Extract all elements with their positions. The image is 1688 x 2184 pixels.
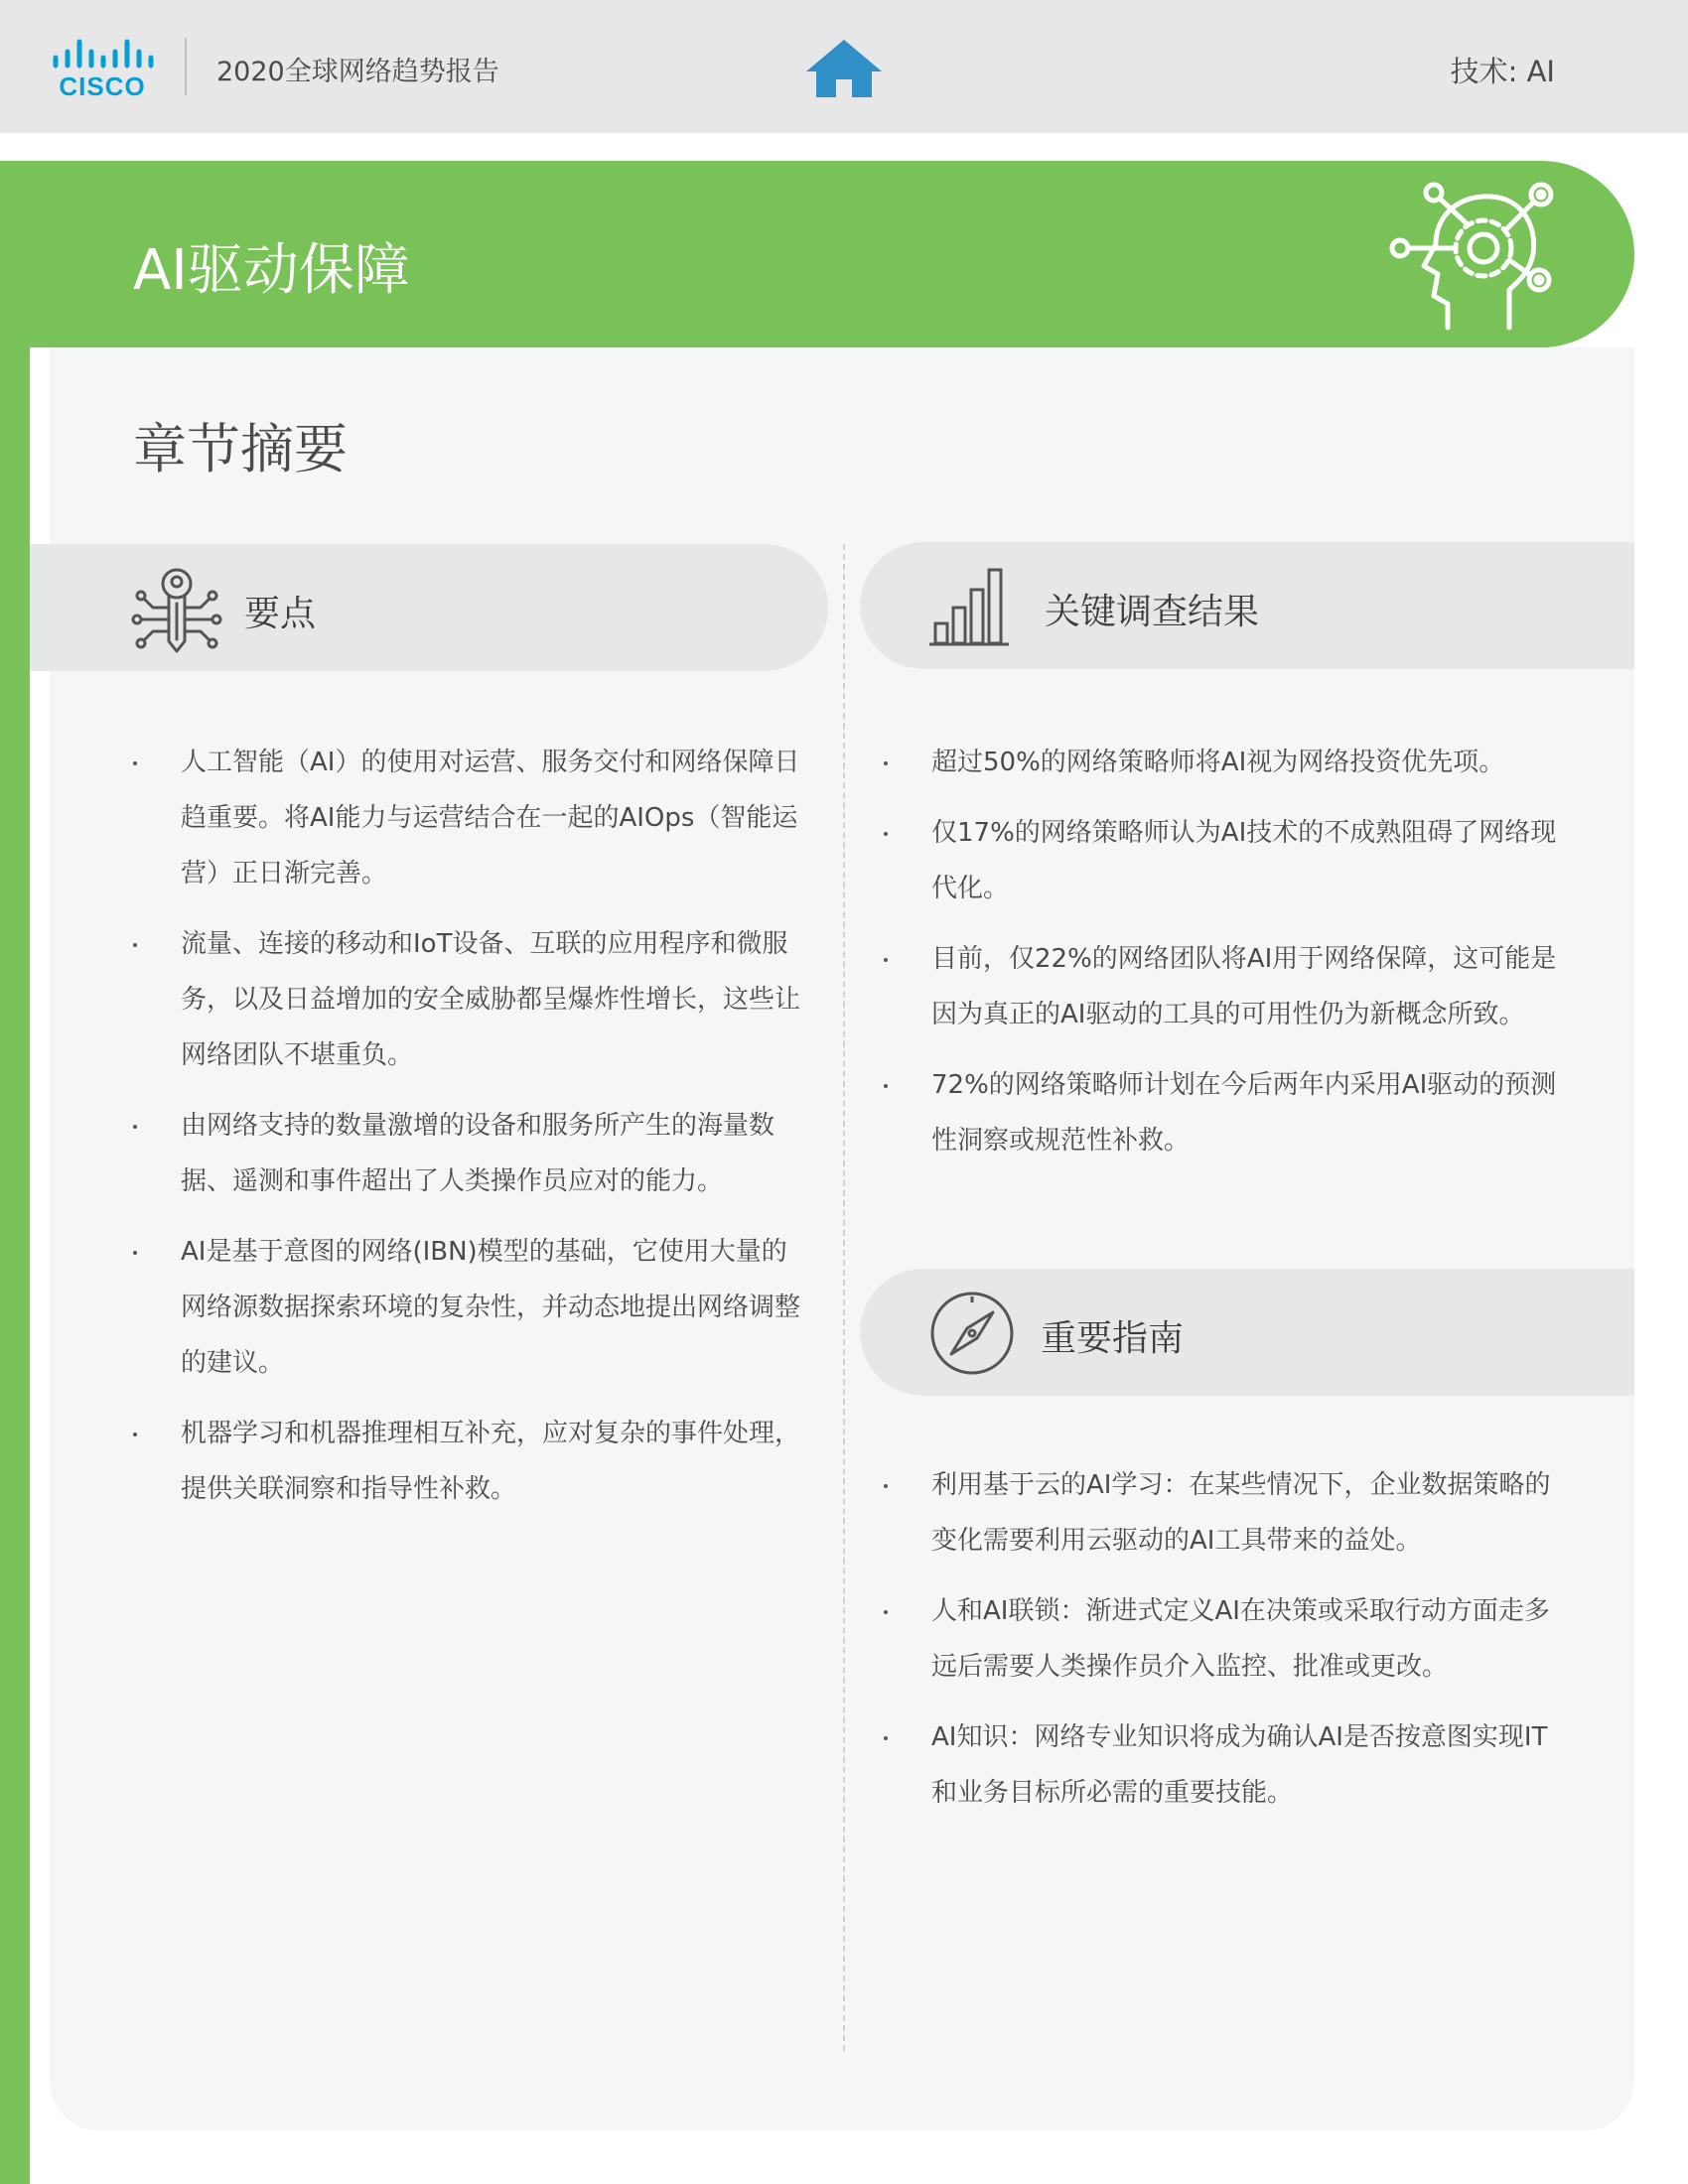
- bullet-icon: [884, 761, 888, 765]
- key-circuit-icon: [131, 564, 222, 655]
- cisco-bars-icon: [48, 38, 157, 71]
- bullet-icon: [884, 1084, 888, 1088]
- bullet-icon: [884, 1610, 888, 1614]
- left-green-bar: [0, 161, 30, 2184]
- list-item: 机器学习和机器推理相互补充，应对复杂的事件处理，提供关联洞察和指导性补救。: [133, 1406, 812, 1517]
- list-item: 由网络支持的数量激增的设备和服务所产生的海量数据、遥测和事件超出了人类操作员应对的能力。: [133, 1098, 812, 1209]
- guidance-heading: 重要指南: [1041, 1318, 1185, 1359]
- bullet-icon: [133, 943, 137, 947]
- column-divider: [843, 544, 845, 2051]
- bar-chart-icon: [929, 564, 1013, 647]
- list-item: 72%的网络策略师计划在今后两年内采用AI驱动的预测性洞察或规范性补救。: [884, 1057, 1559, 1168]
- key-findings-list: [884, 735, 1559, 1183]
- bullet-icon: [884, 1736, 888, 1740]
- list-item: 流量、连接的移动和IoT设备、互联的应用程序和微服务，以及日益增加的安全威胁都呈爆炸性增长，这些让网络团队不堪重负。: [133, 916, 812, 1083]
- bullet-icon: [884, 832, 888, 836]
- list-item: 利用基于云的AI学习：在某些情况下，企业数据策略的变化需要利用云驱动的AI工具带来的益处。: [884, 1457, 1559, 1569]
- guidance-list: [884, 1457, 1559, 1836]
- list-item: 目前，仅22%的网络团队将AI用于网络保障，这可能是因为真正的AI驱动的工具的可用性仍为新概念所致。: [884, 931, 1559, 1042]
- bullet-icon: [884, 958, 888, 962]
- list-item: 超过50%的网络策略师将AI视为网络投资优先项。: [884, 735, 1559, 790]
- list-item: 仅17%的网络策略师认为AI技术的不成熟阻碍了网络现代化。: [884, 805, 1559, 916]
- key-findings-heading: 关键调查结果: [1045, 592, 1260, 632]
- cisco-logo[interactable]: [48, 38, 157, 101]
- bullet-icon: [133, 761, 137, 765]
- list-item: AI是基于意图的网络(IBN)模型的基础，它使用大量的网络源数据探索环境的复杂性，并动态地提出网络调整的建议。: [133, 1224, 812, 1391]
- key-points-heading: 要点: [244, 594, 317, 634]
- bullet-icon: [133, 1433, 137, 1436]
- tech-label: 技术: AI: [1450, 55, 1555, 88]
- list-item: 人和AI联锁：渐进式定义AI在决策或采取行动方面走多远后需要人类操作员介入监控、批准或更改。: [884, 1583, 1559, 1695]
- bullet-icon: [133, 1125, 137, 1129]
- compass-icon: [929, 1291, 1015, 1376]
- report-title: 2020全球网络趋势报告: [216, 57, 499, 87]
- top-header-bar: [0, 0, 1688, 133]
- list-item: AI知识：网络专业知识将成为确认AI是否按意图实现IT和业务目标所必需的重要技能。: [884, 1709, 1559, 1821]
- key-points-list: [133, 735, 812, 1532]
- header-divider: [185, 38, 187, 95]
- list-item: 人工智能（AI）的使用对运营、服务交付和网络保障日趋重要。将AI能力与运营结合在一起的AIOps（智能运营）正日渐完善。: [133, 735, 812, 901]
- cisco-logo-text: CISCO: [59, 71, 146, 101]
- home-icon[interactable]: [800, 36, 888, 99]
- bullet-icon: [884, 1484, 888, 1488]
- section-title: AI驱动保障: [133, 238, 410, 303]
- bullet-icon: [133, 1251, 137, 1255]
- chapter-summary-title: 章节摘要: [133, 418, 348, 480]
- ai-head-icon: [1380, 175, 1559, 332]
